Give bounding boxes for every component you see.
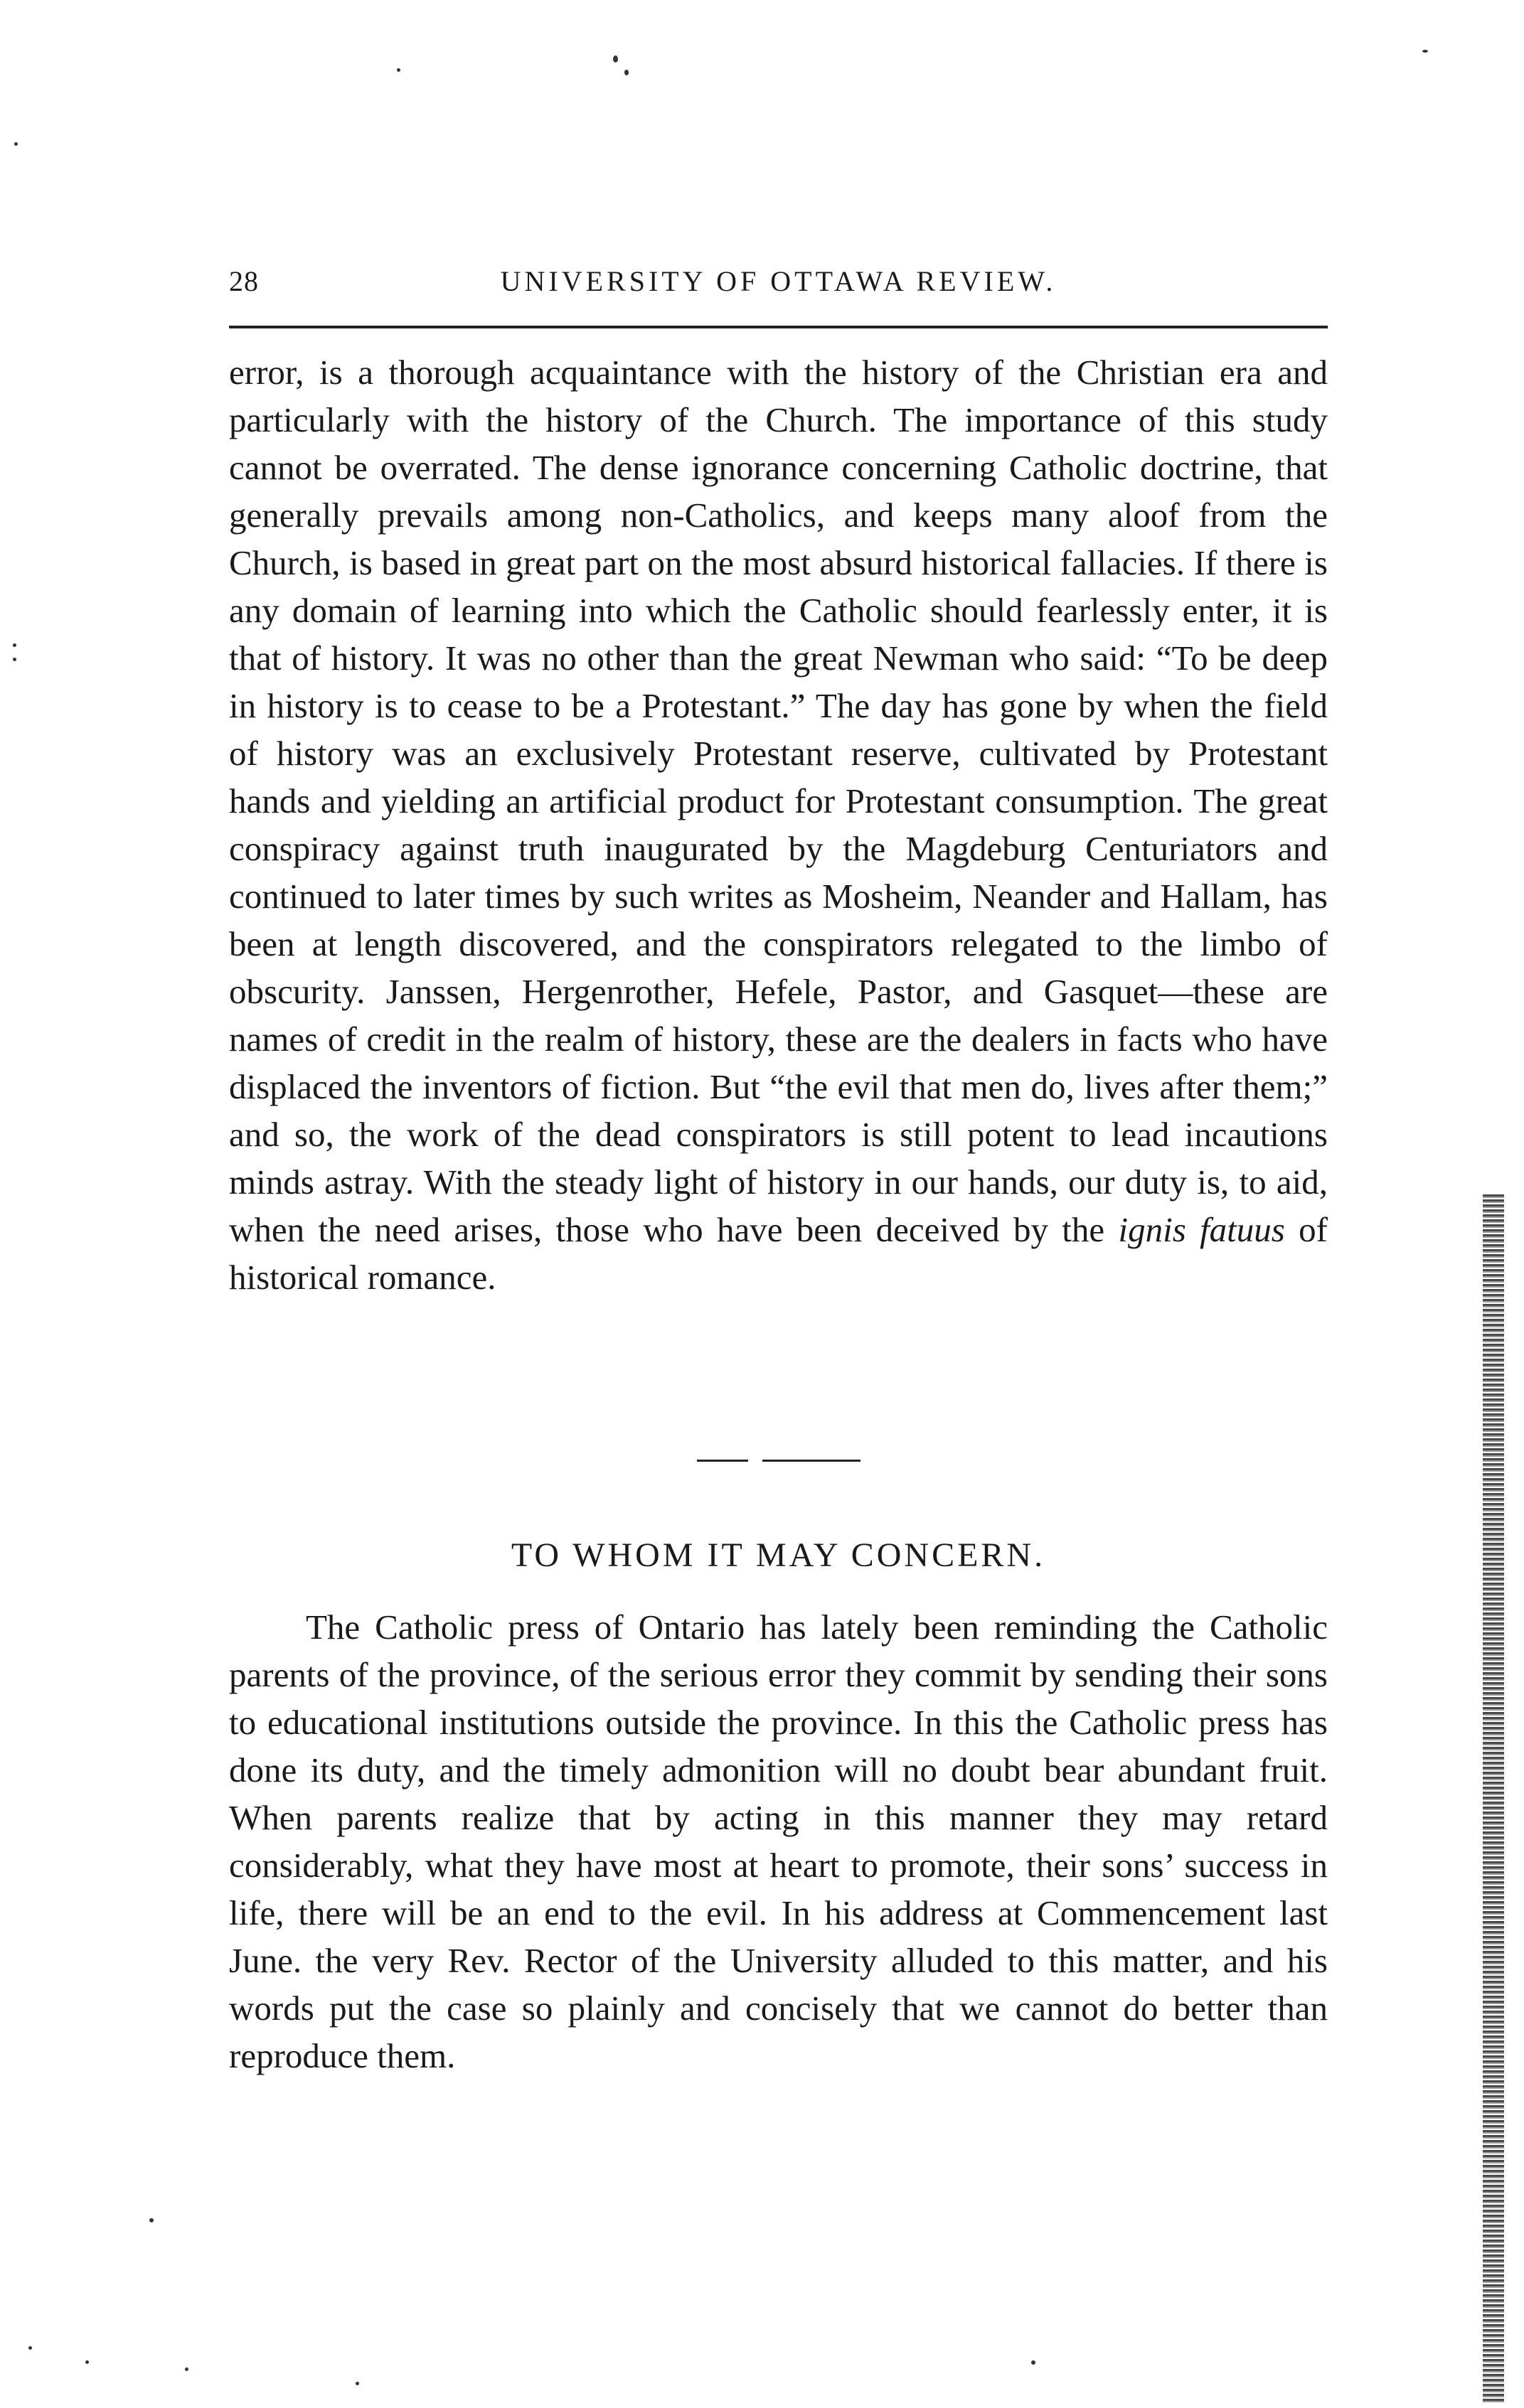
scan-speck [356, 2382, 359, 2385]
italic-phrase: ignis fatuus [1118, 1210, 1285, 1249]
scan-speck [13, 643, 16, 647]
page-number: 28 [229, 265, 259, 297]
section-heading: TO WHOM IT MAY CONCERN. [511, 1536, 1046, 1574]
section-paragraph: The Catholic press of Ontario has lately been reminding the Catholic parents of the province, of the serious error they commit by sending their sons to educational institutions outside the province. In this the Catholic press has done its duty, and the timely admonition will no doubt bear abundant fruit. When parents realize that by acting in this manner they may retard considerably, what they have most at heart to promote, their sons’ success in life, there will be an end to the evil. In his address at Commencement last June. the very Rev. Rector of the University alluded to this matter, and his words put the case so plainly and concisely that we cannot do better than reproduce them. [229, 1607, 1328, 2075]
running-title: UNIVERSITY OF OTTAWA REVIEW. [500, 265, 1057, 297]
scan-speck [13, 658, 16, 661]
scan-speck [85, 2360, 89, 2364]
paragraph-text: error, is a thorough acquaintance with the history of the Christian era and particularly with the history of the Church. The importance of this study cannot be overrated. The dense ignorance concerning Catholic doctrine, that generally prevails among non-Catholics, and keeps many aloof from the Church, is based in great part on the most absurd historical fallacies. If there is any domain of learning into which the Catholic should fearlessly enter, it is that of history. It was no other than the great Newman who said: “To be deep in history is to cease to be a Protestant.” The day has gone by when the field of history was an exclusively Protestant reserve, cultivated by Protestant hands and yielding an artificial product for Protestant consumption. The great conspiracy against truth inaugurated by the Magdeburg Centuriators and continued to later times by such writes as Mosheim, Neander and Hallam, has been at length discovered, and the conspirators relegated to the limbo of obscurity. Janssen, Hergenrother, Hefele, Pastor, and Gasquet—these are names of credit in the realm of history, these are the dealers in facts who have displaced the inventors of fiction. But “the evil that men do, lives after them;” and so, the work of the dead conspirators is still potent to lead incautions minds astray. With the steady light of history in our hands, our duty is, to aid, when the need arises, those who have been deceived by the [229, 353, 1328, 1249]
scan-edge-strip [1483, 1194, 1504, 2403]
header-rule [229, 326, 1328, 328]
scan-speck [14, 142, 18, 146]
scan-speck [185, 2367, 188, 2371]
scan-speck [397, 68, 400, 72]
paragraph-text-end: of historical romance. [229, 1210, 1328, 1297]
scan-speck [613, 55, 618, 63]
scan-speck [1031, 2360, 1035, 2365]
scan-speck [28, 2346, 32, 2350]
running-header [229, 264, 1328, 307]
paragraph-continuation [229, 348, 1328, 1301]
scan-speck [1422, 50, 1428, 53]
scan-speck [624, 70, 629, 75]
scan-speck [149, 2218, 154, 2222]
